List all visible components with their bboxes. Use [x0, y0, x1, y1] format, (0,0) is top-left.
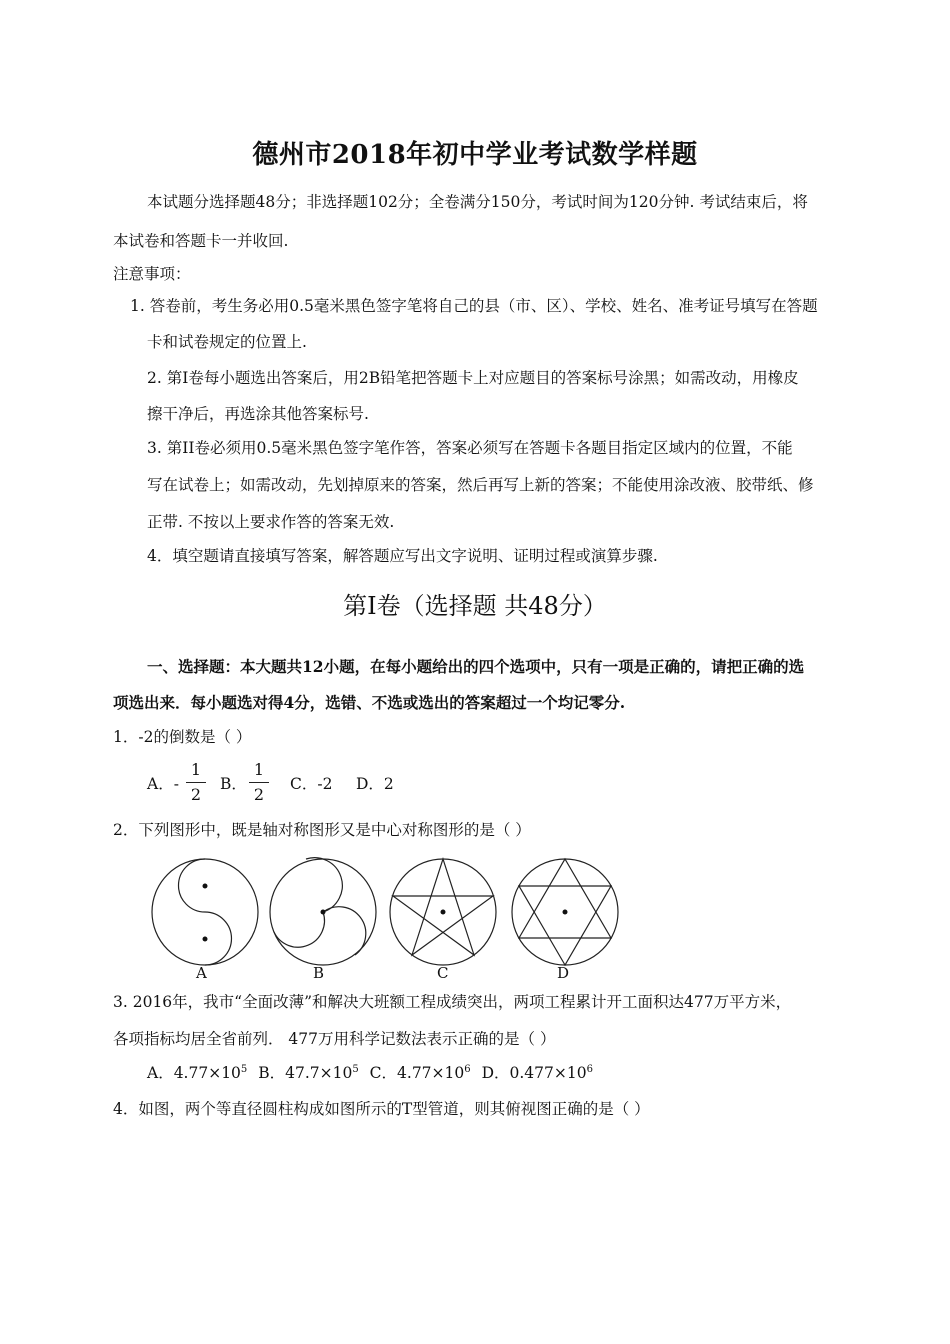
q3-option-a: A．4.77×10 — [147, 1064, 241, 1082]
q1-option-b-fraction — [249, 760, 269, 805]
q1-option-c: C．-2 — [290, 775, 333, 793]
q2-figures — [145, 855, 630, 970]
q3-option-b-exponent: 5 — [352, 1064, 359, 1075]
q3-line-2: 各项指标均居全省前列． 477万用科学记数法表示正确的是（ ） — [113, 1030, 556, 1048]
note-4: 4．填空题请直接填写答案，解答题应写出文字说明、证明过程或演算步骤. — [147, 547, 658, 565]
q3-option-d: D．0.477×10 — [481, 1064, 587, 1082]
q1-option-b-denominator: 2 — [253, 785, 265, 804]
figure-b — [270, 858, 376, 965]
q1-option-a-denominator: 2 — [190, 785, 202, 804]
intro-line-2: 本试卷和答题卡一并收回. — [113, 232, 289, 250]
q3-option-b: B．47.7×10 — [258, 1064, 353, 1082]
note-3-line-1: 3. 第II卷必须用0.5毫米黑色签字笔作答，答案必须写在答题卡各题目指定区域内的位置，不能 — [147, 439, 793, 457]
q1-option-a-fraction — [186, 760, 206, 805]
q3-line-1: 3. 2016年，我市“全面改薄”和解决大班额工程成绩突出，两项工程累计开工面积达477万平方米， — [113, 993, 792, 1011]
q3-option-d-exponent: 6 — [586, 1064, 593, 1075]
page-title: 德州市2018年初中学业考试数学样题 — [252, 140, 698, 170]
note-1-line-1: 1. 答卷前，考生务必用0.5毫米黑色签字笔将自己的县（市、区）、学校、姓名、准考证号填写在答题 — [130, 297, 818, 315]
note-2-line-2: 擦干净后，再选涂其他答案标号. — [147, 405, 369, 423]
q3-option-a-exponent: 5 — [240, 1064, 248, 1075]
q1-stem: 1．-2的倒数是（ ） — [113, 728, 252, 746]
q1-option-d: D．2 — [356, 775, 394, 793]
notes-heading: 注意事项： — [113, 265, 191, 283]
q3-options — [147, 1061, 593, 1083]
q1-option-a-label: A．- — [147, 775, 179, 793]
fraction-bar — [186, 782, 206, 783]
q2-stem: 2．下列图形中，既是轴对称图形又是中心对称图形的是（ ） — [113, 821, 531, 839]
section-title: 第Ⅰ卷（选择题 共48分） — [343, 592, 607, 620]
note-2-line-1: 2. 第I卷每小题选出答案后，用2B铅笔把答题卡上对应题目的答案标号涂黑；如需改动，用橡皮 — [147, 369, 799, 387]
q1-option-b-numerator: 1 — [253, 760, 265, 779]
figure-d — [512, 859, 618, 965]
figure-c-label: C — [437, 964, 449, 982]
figure-a-label: A — [196, 964, 207, 982]
figure-a — [152, 859, 258, 965]
part1-line-2: 项选出来．每小题选对得4分，选错、不选或选出的答案超过一个均记零分. — [113, 693, 626, 712]
q1-option-a-numerator: 1 — [190, 760, 202, 779]
note-3-line-2: 写在试卷上；如需改动，先划掉原来的答案，然后再写上新的答案；不能使用涂改液、胶带纸、修 — [147, 476, 814, 494]
figure-b-label: B — [313, 964, 325, 982]
q3-option-c: C．4.77×10 — [369, 1064, 465, 1082]
intro-line-1: 本试题分选择题48分；非选择题102分；全卷满分150分，考试时间为120分钟. 考试结束后，将 — [147, 193, 808, 211]
figure-c — [390, 859, 496, 965]
figure-d-label: D — [557, 964, 570, 982]
q3-option-c-exponent: 6 — [464, 1064, 471, 1075]
part1-line-1: 一、选择题：本大题共12小题，在每小题给出的四个选项中，只有一项是正确的，请把正确的选 — [147, 657, 805, 676]
q1-option-b-label: B． — [220, 775, 247, 793]
note-3-line-3: 正带. 不按以上要求作答的答案无效. — [147, 513, 395, 531]
fraction-bar — [249, 782, 269, 783]
note-1-line-2: 卡和试卷规定的位置上. — [147, 333, 307, 351]
q4-stem: 4．如图，两个等直径圆柱构成如图所示的T型管道，则其俯视图正确的是（ ） — [113, 1100, 650, 1118]
